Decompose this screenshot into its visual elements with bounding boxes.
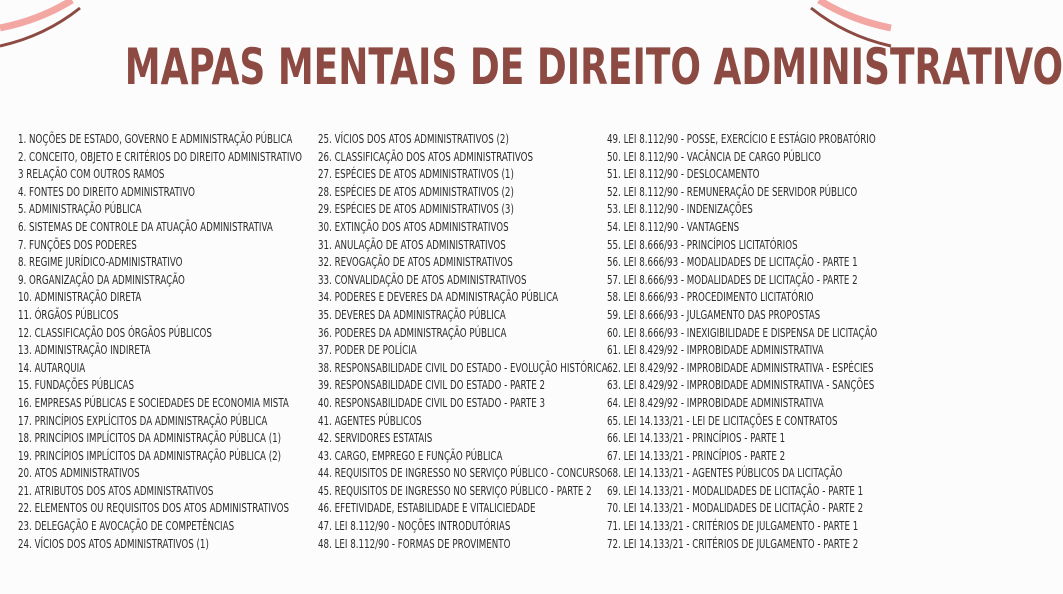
topic-item: 46. EFETIVIDADE, ESTABILIDADE E VITALICIEDADE [318,500,536,516]
topic-item: 11. ÓRGÃOS PÚBLICOS [18,306,119,322]
page-title: MAPAS MENTAIS DE DIREITO ADMINISTRATIVO [124,38,1063,96]
topic-item: 21. ATRIBUTOS DOS ATOS ADMINISTRATIVOS [18,482,214,498]
topic-item: 70. LEI 14.133/21 - MODALIDADES DE LICITAÇÃO - PARTE 2 [607,500,864,516]
topic-item: 1. NOÇÕES DE ESTADO, GOVERNO E ADMINISTRAÇÃO PÚBLICA [18,131,293,146]
topic-item: 63. LEI 8.429/92 - IMPROBIDADE ADMINISTRATIVA - SANÇÕES [607,377,875,393]
topic-item: 30. EXTINÇÃO DOS ATOS ADMINISTRATIVOS [318,218,509,234]
topic-item: 5. ADMINISTRAÇÃO PÚBLICA [18,201,142,217]
topic-item: 29. ESPÉCIES DE ATOS ADMINISTRATIVOS (3) [318,201,514,217]
topic-item: 34. PODERES E DEVERES DA ADMINISTRAÇÃO PÚBLICA [318,289,559,305]
topic-item: 16. EMPRESAS PÚBLICAS E SOCIEDADES DE ECONOMIA MISTA [18,394,289,410]
topic-item: 36. PODERES DA ADMINISTRAÇÃO PÚBLICA [318,324,507,340]
topic-item: 54. LEI 8.112/90 - VANTAGENS [607,218,740,234]
topic-item: 51. LEI 8.112/90 - DESLOCAMENTO [607,166,760,182]
topic-item: 48. LEI 8.112/90 - FORMAS DE PROVIMENTO [318,535,511,551]
topic-item: 7. FUNÇÕES DOS PODERES [18,236,137,252]
topic-item: 13. ADMINISTRAÇÃO INDIRETA [18,342,151,358]
topic-item: 3 RELAÇÃO COM OUTROS RAMOS [18,166,165,182]
corner-decoration-left [0,0,80,60]
topic-item: 44. REQUISITOS DE INGRESSO NO SERVIÇO PÚBLICO - CONCURSO [318,465,607,481]
topic-item: 31. ANULAÇÃO DE ATOS ADMINISTRATIVOS [318,236,506,252]
topic-item: 12. CLASSIFICAÇÃO DOS ÓRGÃOS PÚBLICOS [18,324,212,340]
topic-item: 38. RESPONSABILIDADE CIVIL DO ESTADO - EVOLUÇÃO HISTÓRICA [318,359,608,375]
topic-item: 2. CONCEITO, OBJETO E CRITÉRIOS DO DIREITO ADMINISTRATIVO [18,148,303,164]
topic-item: 67. LEI 14.133/21 - PRINCÍPIOS - PARTE 2 [607,447,786,463]
topic-item: 23. DELEGAÇÃO E AVOCAÇÃO DE COMPETÊNCIAS [18,518,235,534]
topic-item: 40. RESPONSABILIDADE CIVIL DO ESTADO - PARTE 3 [318,394,545,410]
topic-item: 49. LEI 8.112/90 - POSSE, EXERCÍCIO E ESTÁGIO PROBATÓRIO [607,131,876,146]
topic-item: 66. LEI 14.133/21 - PRINCÍPIOS - PARTE 1 [607,430,786,446]
topic-item: 25. VÍCIOS DOS ATOS ADMINISTRATIVOS (2) [318,131,509,146]
topic-item: 27. ESPÉCIES DE ATOS ADMINISTRATIVOS (1) [318,166,514,182]
topic-item: 52. LEI 8.112/90 - REMUNERAÇÃO DE SERVIDOR PÚBLICO [607,183,858,199]
topic-item: 39. RESPONSABILIDADE CIVIL DO ESTADO - PARTE 2 [318,377,545,393]
topic-item: 47. LEI 8.112/90 - NOÇÕES INTRODUTÓRIAS [318,518,511,534]
topic-item: 22. ELEMENTOS OU REQUISITOS DOS ATOS ADMINISTRATIVOS [18,500,290,516]
topic-item: 4. FONTES DO DIREITO ADMINISTRATIVO [18,183,195,199]
topic-item: 19. PRINCÍPIOS IMPLÍCITOS DA ADMINISTRAÇÃO PÚBLICA (2) [18,447,282,463]
topic-item: 37. PODER DE POLÍCIA [318,342,417,358]
topic-item: 10. ADMINISTRAÇÃO DIRETA [18,289,142,305]
topic-item: 43. CARGO, EMPREGO E FUNÇÃO PÚBLICA [318,447,503,463]
topic-item: 60. LEI 8.666/93 - INEXIGIBILIDADE E DISPENSA DE LICITAÇÃO [607,324,878,340]
topic-item: 69. LEI 14.133/21 - MODALIDADES DE LICITAÇÃO - PARTE 1 [607,482,864,498]
topic-item: 42. SERVIDORES ESTATAIS [318,430,433,446]
topic-item: 8. REGIME JURÍDICO-ADMINISTRATIVO [18,254,183,270]
topic-item: 15. FUNDAÇÕES PÚBLICAS [18,377,134,393]
topic-item: 20. ATOS ADMINISTRATIVOS [18,465,140,481]
topic-item: 24. VÍCIOS DOS ATOS ADMINISTRATIVOS (1) [18,535,209,551]
topic-item: 61. LEI 8.429/92 - IMPROBIDADE ADMINISTRATIVA [607,342,824,358]
topic-item: 55. LEI 8.666/93 - PRINCÍPIOS LICITATÓRIOS [607,236,798,252]
topic-item: 53. LEI 8.112/90 - INDENIZAÇÕES [607,201,753,217]
topic-item: 57. LEI 8.666/93 - MODALIDADES DE LICITAÇÃO - PARTE 2 [607,271,858,287]
topic-item: 71. LEI 14.133/21 - CRITÉRIOS DE JULGAMENTO - PARTE 1 [607,518,859,534]
topic-item: 58. LEI 8.666/93 - PROCEDIMENTO LICITATÓRIO [607,289,814,305]
topic-item: 65. LEI 14.133/21 - LEI DE LICITAÇÕES E CONTRATOS [607,412,838,428]
topic-item: 56. LEI 8.666/93 - MODALIDADES DE LICITAÇÃO - PARTE 1 [607,254,858,270]
topic-item: 62. LEI 8.429/92 - IMPROBIDADE ADMINISTRATIVA - ESPÉCIES [607,359,874,375]
topic-item: 32. REVOGAÇÃO DE ATOS ADMINISTRATIVOS [318,254,513,270]
topic-item: 14. AUTARQUIA [18,359,86,375]
topic-item: 35. DEVERES DA ADMINISTRAÇÃO PÚBLICA [318,306,506,322]
topic-item: 68. LEI 14.133/21 - AGENTES PÚBLICOS DA LICITAÇÃO [607,465,843,481]
topic-item: 18. PRINCÍPIOS IMPLÍCITOS DA ADMINISTRAÇÃO PÚBLICA (1) [18,430,282,446]
topic-item: 41. AGENTES PÚBLICOS [318,412,422,428]
topic-item: 9. ORGANIZAÇÃO DA ADMINISTRAÇÃO [18,271,185,287]
topic-item: 28. ESPÉCIES DE ATOS ADMINISTRATIVOS (2) [318,183,514,199]
topics-column-3 [607,130,953,552]
topic-item: 72. LEI 14.133/21 - CRITÉRIOS DE JULGAMENTO - PARTE 2 [607,535,859,551]
topic-item: 33. CONVALIDAÇÃO DE ATOS ADMINISTRATIVOS [318,271,527,287]
topic-item: 45. REQUISITOS DE INGRESSO NO SERVIÇO PÚBLICO - PARTE 2 [318,482,592,498]
topic-item: 6. SISTEMAS DE CONTROLE DA ATUAÇÃO ADMINISTRATIVA [18,218,273,234]
topic-item: 26. CLASSIFICAÇÃO DOS ATOS ADMINISTRATIVOS [318,148,534,164]
topic-item: 17. PRINCÍPIOS EXPLÍCITOS DA ADMINISTRAÇÃO PÚBLICA [18,412,268,428]
topic-item: 50. LEI 8.112/90 - VACÂNCIA DE CARGO PÚBLICO [607,148,822,164]
topic-item: 64. LEI 8.429/92 - IMPROBIDADE ADMINISTRATIVA [607,394,824,410]
topic-item: 59. LEI 8.666/93 - JULGAMENTO DAS PROPOSTAS [607,306,821,322]
